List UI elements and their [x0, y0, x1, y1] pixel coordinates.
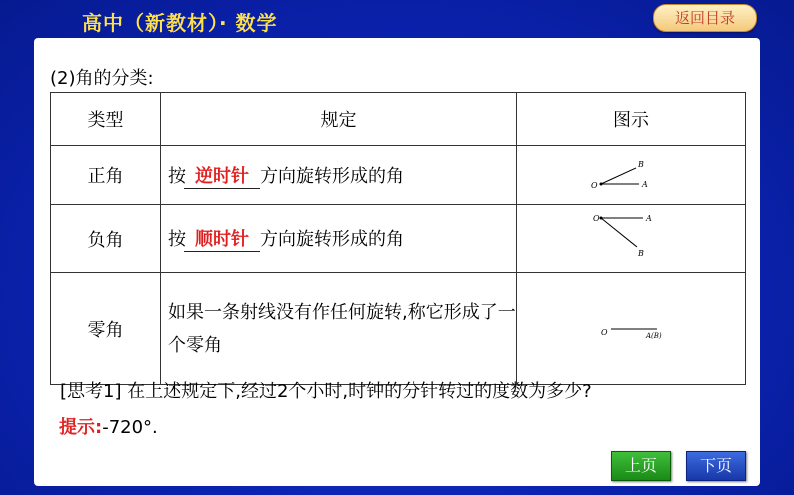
- answer-blank: 逆时针: [184, 162, 260, 189]
- think-tag: [思考1]: [60, 381, 122, 402]
- hint-answer: -720°.: [102, 417, 158, 438]
- hint: [59, 413, 158, 439]
- rule-suffix: 方向旋转形成的角: [260, 229, 404, 250]
- label-a: A: [641, 180, 648, 189]
- rule-prefix: 按: [168, 229, 186, 250]
- type-cell: 零角: [51, 273, 161, 385]
- rule-suffix: 方向旋转形成的角: [260, 165, 404, 187]
- section-title: (2)角的分类:: [50, 68, 154, 89]
- course-title: 高中（新教材）· 数学: [82, 11, 278, 35]
- positive-angle-diagram: [516, 146, 745, 205]
- angle-classification-table: [50, 92, 746, 385]
- header-diagram: 图示: [516, 93, 745, 146]
- label-b: B: [637, 160, 644, 169]
- answer-blank: 顺时针: [184, 225, 260, 252]
- think-question-text: 在上述规定下,经过2个小时,时钟的分针转过的度数为多少?: [127, 381, 592, 402]
- ray-ob: [601, 218, 637, 247]
- table-row: [51, 273, 746, 385]
- table-row: [51, 205, 746, 273]
- rule-prefix: 按: [168, 165, 186, 187]
- rule-cell: 如果一条射线没有作任何旋转,称它形成了一个零角: [161, 273, 517, 385]
- label-ab: A(B): [645, 332, 662, 340]
- table-row: [51, 146, 746, 205]
- back-to-contents-button[interactable]: 返回目录: [653, 4, 757, 32]
- type-cell: 负角: [51, 205, 161, 273]
- hint-label: 提示:: [59, 417, 103, 438]
- rule-cell: [161, 205, 517, 273]
- zero-angle-diagram: [516, 273, 745, 385]
- label-o: O: [590, 181, 598, 190]
- prev-page-button[interactable]: 上页: [611, 451, 671, 481]
- label-b: B: [637, 249, 644, 258]
- zero-angle-svg: [517, 273, 745, 379]
- header-type: 类型: [51, 93, 161, 146]
- think-question: [60, 377, 592, 403]
- type-cell: 正角: [51, 146, 161, 205]
- vertex-o: [599, 217, 602, 220]
- label-o: O: [592, 214, 600, 223]
- negative-angle-diagram: [516, 205, 745, 273]
- vertex-o: [599, 183, 602, 186]
- ray-ob: [601, 168, 636, 184]
- positive-angle-svg: [517, 146, 745, 199]
- negative-angle-svg: [517, 205, 745, 267]
- next-page-button[interactable]: 下页: [686, 451, 746, 481]
- label-a: A: [645, 214, 652, 223]
- label-o: O: [600, 328, 608, 337]
- rule-cell: [161, 146, 517, 205]
- table-header-row: [51, 93, 746, 146]
- header-rule: 规定: [161, 93, 517, 146]
